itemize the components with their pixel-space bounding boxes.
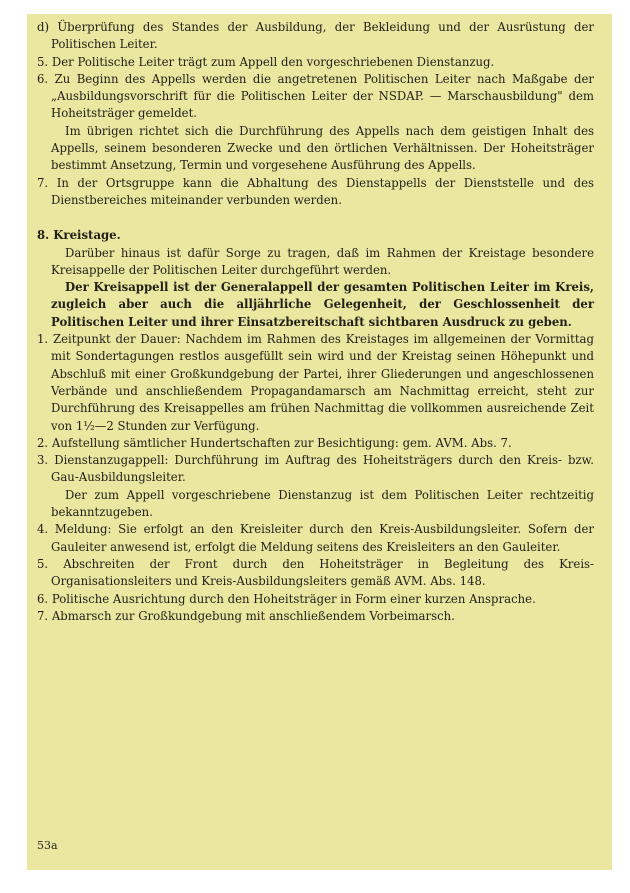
item-6: 6. Zu Beginn des Appells werden die angetretenen Politischen Leiter nach Maßgabe der „Ausbildungsvorschrift für die Politischen Leiter der NSDAP. — Marschausbildung" dem Hoheitsträger gemeldet. xyxy=(37,71,594,121)
list-item-5: 5. Abschreiten der Front durch den Hoheitsträger in Begleitung des Kreis-Organisationsleiters und Kreis-Ausbildungsleiters gemäß AVM. Abs. 148. xyxy=(37,556,594,589)
paragraph-kreisappell: Der Kreisappell ist der Generalappell der gesamten Politischen Leiter im Kreis, zugleich aber auch die alljährliche Gelegenheit, der Geschlossenheit der Politischen Leiter und ihrer Einsatzbereitschaft sichtbaren Ausdruck zu geben. xyxy=(51,280,594,329)
document-page xyxy=(27,14,612,870)
paragraph-appell-details: Im übrigen richtet sich die Durchführung des Appells nach dem geistigen Inhalt des Appells, seinem besonderen Zwecke und den örtlichen Verhältnissen. Der Hoheitsträger bestimmt Ansetzung, Termin und vorgesehene Ausführung des Appells. xyxy=(51,123,594,173)
item-7: 7. In der Ortsgruppe kann die Abhaltung des Dienstappells der Dienststelle und des Dienstbereiches miteinander verbunden werden. xyxy=(37,175,594,207)
list-item-1: 1. Zeitpunkt der Dauer: Nachdem im Rahmen des Kreistages im allgemeinen der Vormittag mit Sondertagungen restlos ausgefüllt sein wird und der Kreistag seinen Höhepunkt und Abschluß mit einer Großkundgebung der Partei, ihrer Gliederungen und angeschlossenen Verbände und anschließendem Propagandamarsch am Nachmittag erreicht, steht zur Durchführung des Kreisappelles am frühen Nachmittag die vollkommen ausreichende Zeit von 1½—2 Stunden zur Verfügung. xyxy=(37,332,594,433)
list-item-6: 6. Politische Ausrichtung durch den Hoheitsträger in Form einer kurzen Ansprache. xyxy=(37,591,536,606)
list-item-4: 4. Meldung: Sie erfolgt an den Kreisleiter durch den Kreis-Ausbildungsleiter. Sofern der Gauleiter anwesend ist, erfolgt die Meldung seitens des Kreisleiters an den Gauleiter. xyxy=(37,522,594,554)
spacer xyxy=(37,209,594,227)
page-text xyxy=(37,19,594,625)
paragraph-dienstanzug: Der zum Appell vorgeschriebene Dienstanzug ist dem Politischen Leiter rechtzeitig bekanntzugeben. xyxy=(51,487,594,520)
item-5: 5. Der Politische Leiter trägt zum Appell den vorgeschriebenen Dienstanzug. xyxy=(37,54,495,69)
list-item-7: 7. Abmarsch zur Großkundgebung mit anschließendem Vorbeimarsch. xyxy=(37,608,455,623)
item-d: d) Überprüfung des Standes der Ausbildung, der Bekleidung und der Ausrüstung der Politischen Leiter. xyxy=(37,20,594,52)
section-heading-kreistage: 8. Kreistage. xyxy=(37,228,121,243)
paragraph-kreistage-intro: Darüber hinaus ist dafür Sorge zu tragen, daß im Rahmen der Kreistage besondere Kreisappelle der Politischen Leiter durchgeführt werden. xyxy=(51,245,594,277)
page-number: 53a xyxy=(37,839,58,852)
list-item-2: 2. Aufstellung sämtlicher Hundertschaften zur Besichtigung: gem. AVM. Abs. 7. xyxy=(37,435,512,450)
list-item-3: 3. Dienstanzugappell: Durchführung im Auftrag des Hoheitsträgers durch den Kreis- bzw. Gau-Ausbildungsleiter. xyxy=(37,453,594,485)
